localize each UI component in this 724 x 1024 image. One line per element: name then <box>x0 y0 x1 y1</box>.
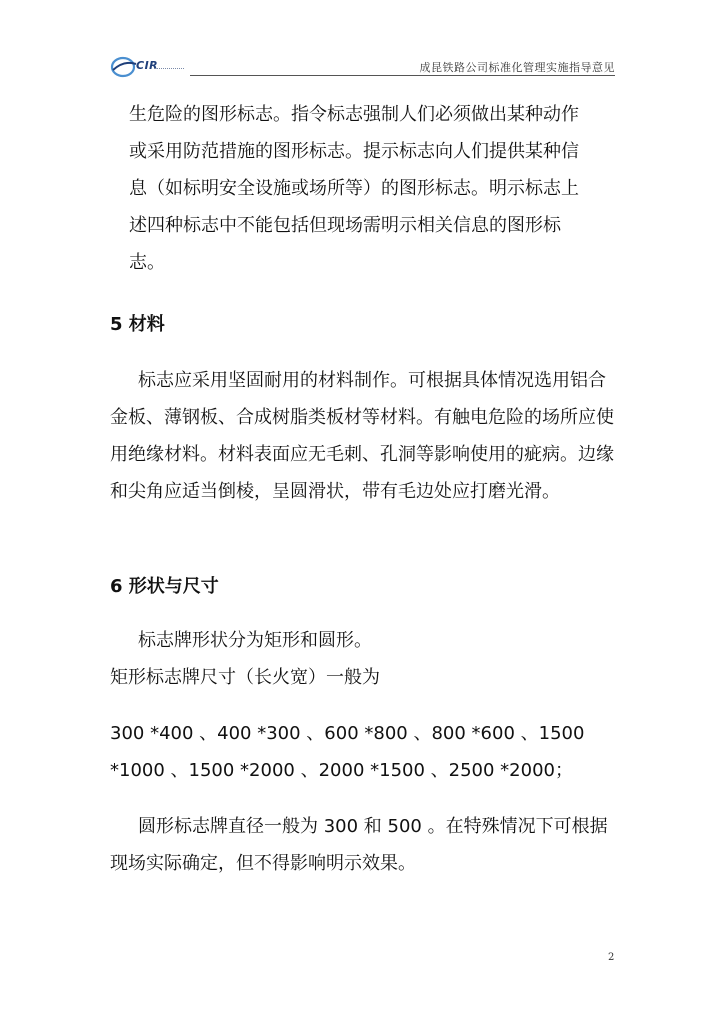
paragraph-materials: 标志应采用坚固耐用的材料制作。可根据具体情况选用铝合金板、薄钢板、合成树脂类板材等材料。有触电危险的场所应使用绝缘材料。材料表面应无毛刺、孔洞等影响使用的疵病。边缘和尖角应适当倒棱，呈圆滑状，带有毛边处应打磨光滑。 <box>110 370 614 502</box>
text-line: 志。 <box>129 252 165 273</box>
size-line: *1000 、1500 *2000 、2000 *1500 、2500 *2000； <box>110 760 573 781</box>
logo-subtext-line <box>154 68 184 70</box>
text-line: 生危险的图形标志。指令标志强制人们必须做出某种动作 <box>129 104 579 125</box>
paragraph-rect-size: 矩形标志牌尺寸（长火宽）一般为 <box>110 667 380 688</box>
company-logo <box>110 56 186 78</box>
size-list <box>110 715 618 789</box>
header-rule <box>190 75 615 76</box>
paragraph-signs <box>110 96 618 281</box>
paragraph-shape: 标志牌形状分为矩形和圆形。 <box>138 630 372 651</box>
logo-text: CIR <box>136 59 159 72</box>
heading-materials: 5 材料 <box>110 314 165 335</box>
size-line: 300 *400 、400 *300 、600 *800 、800 *600 、1500 <box>110 723 585 744</box>
text-line: 述四种标志中不能包括但现场需明示相关信息的图形标 <box>129 215 561 236</box>
text-line: 或采用防范措施的图形标志。提示标志向人们提供某种信 <box>129 141 579 162</box>
header-title: 成昆铁路公司标准化管理实施指导意见 <box>419 61 615 74</box>
paragraph-circle: 圆形标志牌直径一般为 300 和 500 。在特殊情况下可根据现场实际确定，但不得影响明示效果。 <box>110 816 608 874</box>
page-header <box>110 54 615 80</box>
page-number: 2 <box>608 952 615 963</box>
heading-shape-size: 6 形状与尺寸 <box>110 576 219 597</box>
logo-swoosh-icon <box>110 56 138 78</box>
text-line: 息（如标明安全设施或场所等）的图形标志。明示标志上 <box>129 178 579 199</box>
